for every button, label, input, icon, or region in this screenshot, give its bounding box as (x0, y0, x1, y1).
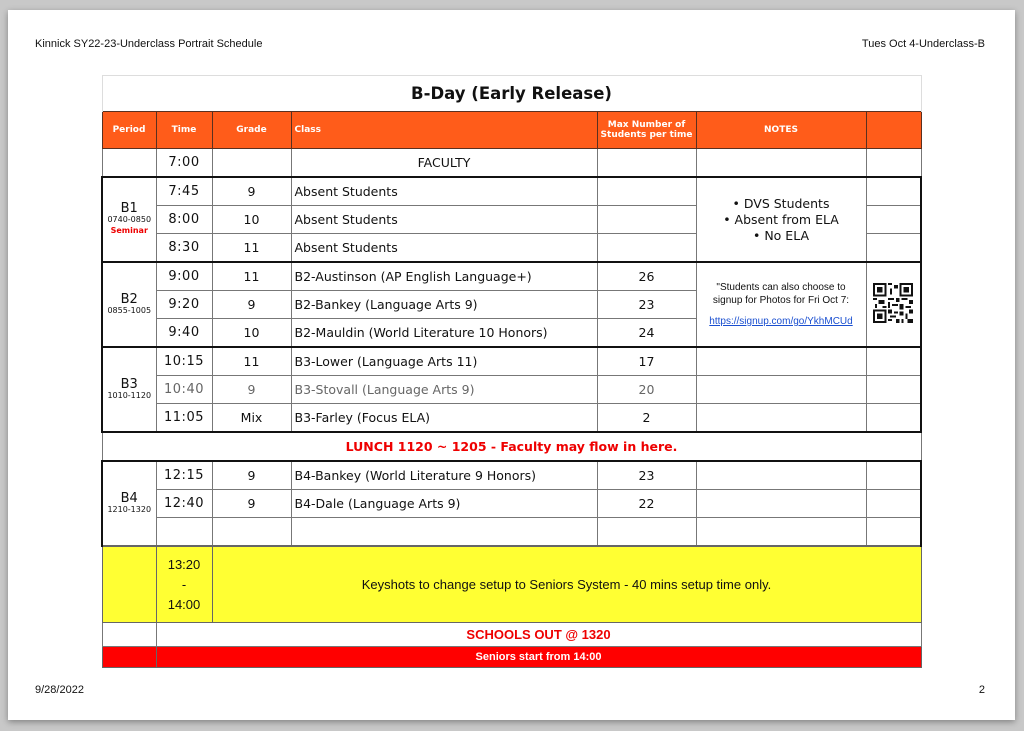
table-row (102, 461, 921, 490)
cell-class: Absent Students (291, 206, 597, 234)
cell-empty (696, 149, 866, 178)
period-cell-b2 (102, 262, 156, 347)
signup-note-text: "Students can also choose to signup for Photos for Fri Oct 7: (712, 282, 850, 306)
cell-class: B2-Mauldin (World Literature 10 Honors) (291, 319, 597, 348)
seniors-row (102, 647, 921, 668)
cell-notes (696, 490, 866, 518)
qr-code-icon (873, 281, 913, 325)
cell-extra (866, 347, 921, 376)
cell-grade (212, 518, 291, 547)
qr-cell (866, 262, 921, 347)
period-name: B4 (120, 490, 138, 506)
page-footer-date: 9/28/2022 (35, 684, 84, 696)
cell-time (156, 518, 212, 547)
cell-empty (102, 623, 156, 647)
cell-grade: 9 (212, 291, 291, 319)
schedule-title: B-Day (Early Release) (102, 76, 921, 112)
cell-time: 8:30 (156, 234, 212, 263)
cell-extra (866, 461, 921, 490)
setup-message: Keyshots to change setup to Seniors System - 40 mins setup time only. (212, 546, 921, 623)
period-cell-b1 (102, 177, 156, 262)
col-header-max-students: Max Number of Students per time (597, 112, 696, 149)
page-number: 2 (978, 684, 985, 696)
cell-class: Absent Students (291, 234, 597, 263)
lunch-banner: LUNCH 1120 ~ 1205 - Faculty may flow in here. (102, 432, 921, 461)
cell-class: Absent Students (291, 177, 597, 206)
cell-extra (866, 490, 921, 518)
cell-max: 23 (597, 291, 696, 319)
period-name: B1 (120, 201, 138, 216)
cell-time: 9:00 (156, 262, 212, 291)
col-header-extra (866, 112, 921, 149)
schools-out-banner: SCHOOLS OUT @ 1320 (156, 623, 921, 647)
cell-extra (866, 404, 921, 433)
cell-extra (866, 234, 921, 263)
cell-notes (696, 347, 866, 376)
period-name: B2 (120, 291, 138, 307)
period-range: 1210-1320 (107, 504, 152, 514)
cell-empty (866, 149, 921, 178)
period-sub-label: Seminar (110, 226, 148, 235)
cell-notes (696, 376, 866, 404)
cell-time: 10:40 (156, 376, 212, 404)
cell-class: FACULTY (291, 149, 597, 178)
cell-grade: 9 (212, 461, 291, 490)
cell-time: 9:40 (156, 319, 212, 348)
col-header-period: Period (102, 112, 156, 149)
cell-max: 2 (597, 404, 696, 433)
cell-grade: 9 (212, 177, 291, 206)
cell-time: 9:20 (156, 291, 212, 319)
cell-grade: Mix (212, 404, 291, 433)
cell-grade: 11 (212, 262, 291, 291)
cell-class: B4-Bankey (World Literature 9 Honors) (291, 461, 597, 490)
note-item: • Absent from ELA (723, 211, 839, 227)
col-header-time: Time (156, 112, 212, 149)
note-item: • No ELA (752, 227, 810, 243)
cell-max: 23 (597, 461, 696, 490)
faculty-row (102, 149, 921, 178)
cell-grade: 11 (212, 234, 291, 263)
table-row (102, 490, 921, 518)
seniors-banner: Seniors start from 14:00 (156, 647, 921, 668)
period-name: B3 (120, 376, 138, 392)
column-header-row (102, 112, 921, 149)
setup-time-cell (156, 546, 212, 623)
cell-time: 7:00 (156, 149, 212, 178)
cell-grade: 10 (212, 319, 291, 348)
cell-extra (866, 518, 921, 547)
schedule-table (101, 75, 922, 668)
cell-notes (696, 461, 866, 490)
document-page (8, 10, 1015, 720)
notes-cell-b2 (696, 262, 866, 347)
cell-time: 12:40 (156, 490, 212, 518)
cell-extra (866, 177, 921, 206)
cell-class: B3-Lower (Language Arts 11) (291, 347, 597, 376)
cell-class: B3-Stovall (Language Arts 9) (291, 376, 597, 404)
cell-grade: 9 (212, 376, 291, 404)
table-row (102, 404, 921, 433)
period-range: 1010-1120 (107, 390, 152, 400)
page-header-subtitle: Tues Oct 4-Underclass-B (861, 38, 985, 50)
cell-max: 17 (597, 347, 696, 376)
cell-extra (866, 206, 921, 234)
table-row (102, 347, 921, 376)
lunch-row (102, 432, 921, 461)
table-row (102, 518, 921, 547)
table-row (102, 376, 921, 404)
cell-class (291, 518, 597, 547)
period-cell-b3 (102, 347, 156, 432)
cell-empty (102, 546, 156, 623)
cell-time: 12:15 (156, 461, 212, 490)
cell-max: 20 (597, 376, 696, 404)
cell-time: 8:00 (156, 206, 212, 234)
col-header-grade: Grade (212, 112, 291, 149)
schedule-sheet (101, 75, 920, 668)
col-header-notes: NOTES (696, 112, 866, 149)
col-header-class: Class (291, 112, 597, 149)
cell-max (597, 177, 696, 206)
period-range: 0855-1005 (107, 305, 152, 315)
cell-class: B2-Austinson (AP English Language+) (291, 262, 597, 291)
cell-grade: 11 (212, 347, 291, 376)
period-cell-b4 (102, 461, 156, 546)
cell-grade: 9 (212, 490, 291, 518)
period-range: 0740-0850 (107, 215, 152, 224)
cell-extra (866, 376, 921, 404)
cell-max (597, 234, 696, 263)
cell-time: 7:45 (156, 177, 212, 206)
table-row (102, 177, 921, 206)
setup-row (102, 546, 921, 623)
cell-max: 22 (597, 490, 696, 518)
cell-notes (696, 518, 866, 547)
notes-cell-b1 (696, 177, 866, 262)
cell-class: B4-Dale (Language Arts 9) (291, 490, 597, 518)
cell-empty (597, 149, 696, 178)
cell-grade: 10 (212, 206, 291, 234)
page-header-title: Kinnick SY22-23-Underclass Portrait Schedule (35, 38, 263, 50)
schools-out-row (102, 623, 921, 647)
signup-link[interactable]: https://signup.com/go/YkhMCUd (709, 316, 853, 327)
cell-max (597, 206, 696, 234)
cell-empty (102, 149, 156, 178)
cell-class: B3-Farley (Focus ELA) (291, 404, 597, 433)
cell-empty (102, 647, 156, 668)
cell-class: B2-Bankey (Language Arts 9) (291, 291, 597, 319)
setup-time-sep: - (181, 576, 187, 592)
setup-time-end: 14:00 (167, 596, 201, 612)
cell-max (597, 518, 696, 547)
cell-empty (212, 149, 291, 178)
cell-max: 24 (597, 319, 696, 348)
table-row (102, 262, 921, 291)
cell-time: 11:05 (156, 404, 212, 433)
setup-time-start: 13:20 (167, 556, 201, 572)
cell-time: 10:15 (156, 347, 212, 376)
cell-notes (696, 404, 866, 433)
cell-max: 26 (597, 262, 696, 291)
note-item: • DVS Students (732, 195, 830, 211)
